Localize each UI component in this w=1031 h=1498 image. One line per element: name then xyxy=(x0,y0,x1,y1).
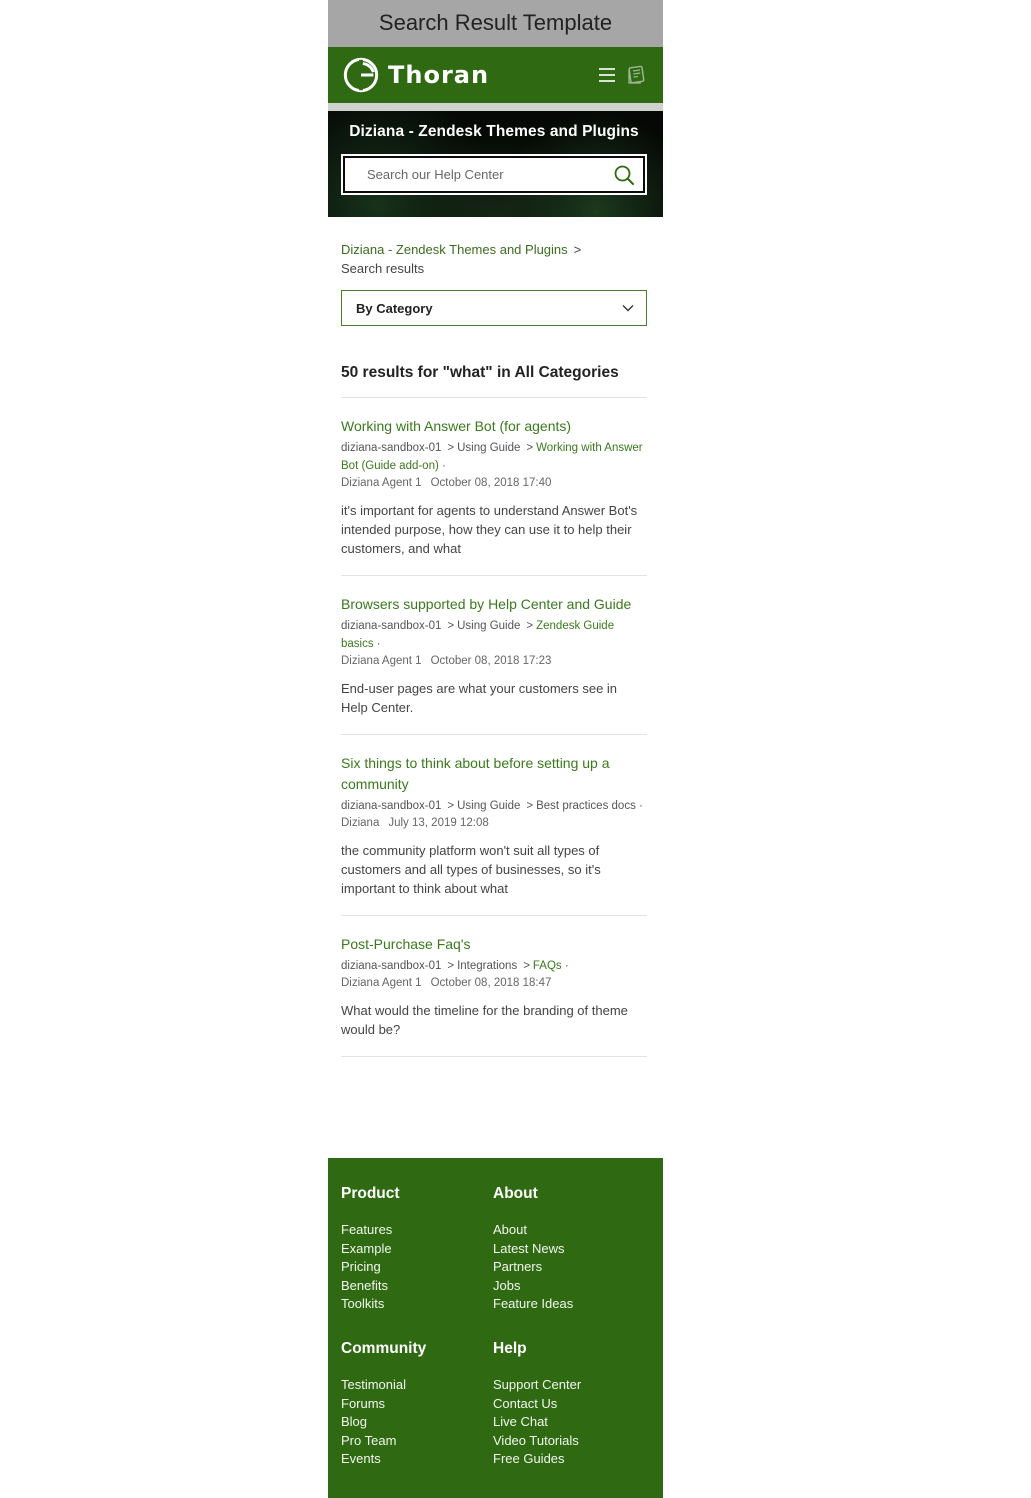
result-author: Diziana xyxy=(341,817,380,829)
result-title-link[interactable]: Working with Answer Bot (for agents) xyxy=(341,418,572,434)
result-author-line xyxy=(341,975,647,991)
result-title-link[interactable]: Browsers supported by Help Center and Guide xyxy=(341,596,632,612)
result-date: July 13, 2019 12:08 xyxy=(388,817,489,829)
footer-link[interactable]: Video Tutorials xyxy=(493,1432,579,1448)
result-section-link[interactable]: Working with Answer Bot (Guide add-on) xyxy=(341,442,643,472)
result-snippet: the community platform won't suit all types of customers and all types of businesses, so it's important to think about what xyxy=(341,843,601,896)
result-meta: diziana-sandbox-01 > Using Guide > Zendesk Guide basics · xyxy=(341,620,615,650)
footer-link[interactable]: About xyxy=(493,1222,527,1237)
footer-column-community xyxy=(341,1340,493,1469)
site-header xyxy=(328,47,663,103)
category-filter-select[interactable] xyxy=(341,290,647,326)
results-list xyxy=(341,398,647,1057)
result-item xyxy=(341,576,647,735)
results-heading: 50 results for "what" in All Categories xyxy=(341,364,647,398)
footer-link[interactable]: Pro Team xyxy=(341,1432,397,1448)
search-input[interactable] xyxy=(367,167,613,182)
footer-column-about xyxy=(493,1185,643,1314)
chevron-down-icon xyxy=(622,304,634,312)
result-category: Using Guide xyxy=(457,442,521,454)
result-title-link[interactable]: Six things to think about before setting up a community xyxy=(341,755,610,792)
breadcrumb xyxy=(341,240,647,278)
footer-link[interactable]: Blog xyxy=(341,1414,368,1430)
footer-link[interactable]: Toolkits xyxy=(341,1296,385,1312)
result-author: Diziana Agent 1 xyxy=(341,477,422,489)
result-author: Diziana Agent 1 xyxy=(341,977,422,989)
result-category: Using Guide xyxy=(457,620,521,632)
footer-link[interactable]: Partners xyxy=(493,1259,543,1275)
result-category: Using Guide xyxy=(457,800,521,812)
footer-heading: About xyxy=(493,1185,538,1202)
footer-column-product xyxy=(341,1185,493,1314)
search-icon[interactable] xyxy=(613,164,635,186)
site-footer xyxy=(328,1158,663,1498)
help-book-icon[interactable] xyxy=(627,65,647,85)
result-meta: diziana-sandbox-01 > Integrations > FAQs · xyxy=(341,960,569,972)
result-item xyxy=(341,735,647,916)
footer-heading: Help xyxy=(493,1339,527,1357)
result-brand: diziana-sandbox-01 xyxy=(341,442,442,454)
brand-name: Thoran xyxy=(388,61,490,89)
footer-link[interactable]: Testimonial xyxy=(341,1376,407,1392)
template-label: Search Result Template xyxy=(328,0,663,47)
footer-link[interactable]: Events xyxy=(341,1451,381,1467)
footer-link[interactable]: Free Guides xyxy=(493,1451,565,1467)
footer-link[interactable]: Jobs xyxy=(493,1277,521,1293)
result-author-line xyxy=(341,475,647,491)
result-item xyxy=(341,916,647,1057)
result-author-line xyxy=(341,815,647,831)
result-date: October 08, 2018 18:47 xyxy=(430,977,552,989)
brand-logo[interactable] xyxy=(342,56,489,94)
logo-mark-icon xyxy=(342,56,380,94)
footer-link[interactable]: Feature Ideas xyxy=(493,1296,574,1312)
result-category: Integrations xyxy=(457,960,518,972)
result-brand: diziana-sandbox-01 xyxy=(341,620,442,632)
footer-link[interactable]: Benefits xyxy=(341,1277,388,1293)
hero-banner xyxy=(328,111,663,217)
result-brand: diziana-sandbox-01 xyxy=(341,960,442,972)
result-meta: diziana-sandbox-01 > Using Guide > Best practices docs · xyxy=(341,800,643,812)
result-item xyxy=(341,398,647,576)
footer-link[interactable]: Pricing xyxy=(341,1259,381,1275)
breadcrumb-home-link[interactable]: Diziana - Zendesk Themes and Plugins xyxy=(341,242,568,257)
result-snippet: End-user pages are what your customers see in Help Center. xyxy=(341,681,618,715)
footer-heading: Community xyxy=(341,1339,427,1357)
breadcrumb-current: Search results xyxy=(341,261,425,276)
result-author-line xyxy=(341,653,647,669)
footer-link[interactable]: Contact Us xyxy=(493,1395,558,1411)
footer-link[interactable]: Live Chat xyxy=(493,1414,548,1430)
search-box xyxy=(341,154,647,195)
main-content xyxy=(328,240,663,1057)
result-snippet: What would the timeline for the branding of theme would be? xyxy=(341,1003,628,1037)
result-date: October 08, 2018 17:40 xyxy=(430,477,552,489)
breadcrumb-separator: > xyxy=(573,242,582,257)
hero-title: Diziana - Zendesk Themes and Plugins xyxy=(349,123,639,140)
footer-link[interactable]: Support Center xyxy=(493,1376,582,1392)
mobile-page xyxy=(328,0,663,1498)
result-section[interactable]: Best practices docs xyxy=(536,800,636,812)
category-filter-value: By Category xyxy=(356,300,433,316)
result-meta: diziana-sandbox-01 > Using Guide > Working with Answer Bot (Guide add-on) · xyxy=(341,442,643,472)
footer-link[interactable]: Example xyxy=(341,1240,392,1256)
result-section-link[interactable]: FAQs xyxy=(532,960,562,972)
hamburger-menu-icon[interactable] xyxy=(599,68,615,82)
footer-link[interactable]: Latest News xyxy=(493,1240,565,1256)
footer-column-help xyxy=(493,1340,643,1469)
result-section-link[interactable]: Zendesk Guide basics xyxy=(341,620,615,650)
header-divider xyxy=(328,103,663,111)
footer-heading: Product xyxy=(341,1185,400,1202)
result-brand: diziana-sandbox-01 xyxy=(341,800,442,812)
footer-link[interactable]: Forums xyxy=(341,1395,386,1411)
result-snippet: it's important for agents to understand Answer Bot's intended purpose, how they can use it to help their customers, and what xyxy=(341,503,638,556)
result-author: Diziana Agent 1 xyxy=(341,655,422,667)
result-date: October 08, 2018 17:23 xyxy=(430,655,552,667)
result-title-link[interactable]: Post-Purchase Faq's xyxy=(341,936,471,952)
footer-link[interactable]: Features xyxy=(341,1222,393,1237)
